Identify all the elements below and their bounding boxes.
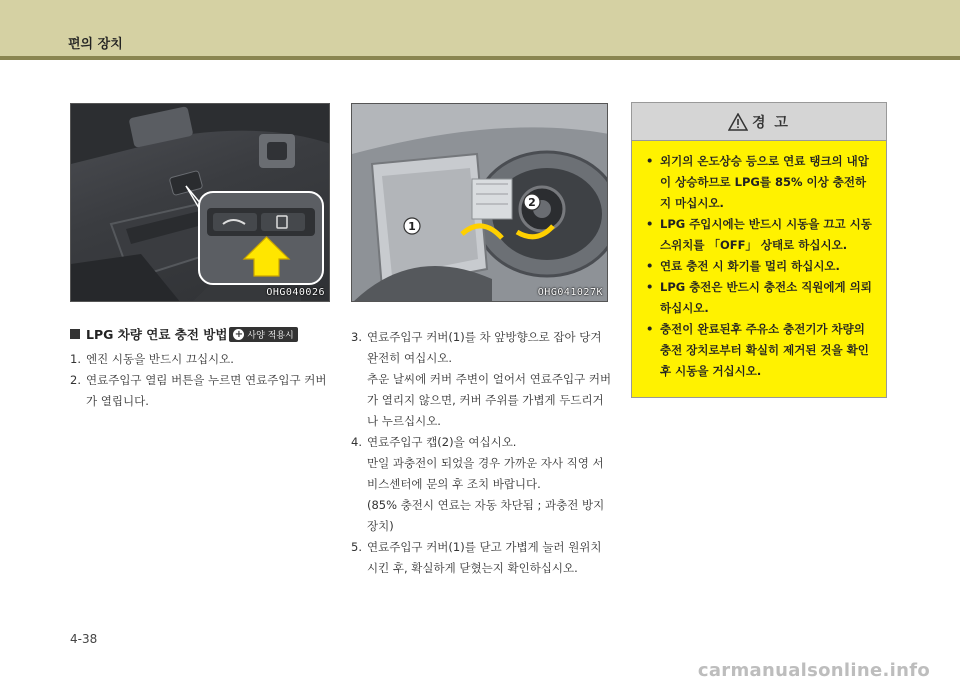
warning-item <box>646 151 876 214</box>
middle-step-list <box>351 327 613 579</box>
warning-text: 외기의 온도상승 등으로 연료 탱크의 내압이 상승하므로 LPG를 85% 이상 충전하지 마십시오. <box>660 154 869 210</box>
step-text: 연료주입구 커버(1)를 차 앞방향으로 잡아 당겨 완전히 여십시오. <box>367 330 602 365</box>
header-band <box>0 0 960 56</box>
step-item <box>351 432 613 537</box>
section-title: 편의 장치 <box>68 37 123 52</box>
step-number: 5. <box>351 540 362 554</box>
bullet-icon: • <box>646 259 654 273</box>
fuel-door-button-photo <box>70 103 330 302</box>
warning-list <box>632 141 886 382</box>
option-badge <box>229 327 297 342</box>
figure-code: OHG041027K <box>537 287 603 298</box>
warning-text: 충전이 완료된후 주유소 충전기가 차량의 충전 장치로부터 확실히 제거된 것을 확인 후 시동을 거십시오. <box>660 322 869 378</box>
lpg-steps <box>70 349 335 412</box>
step-number: 2. <box>70 373 81 387</box>
step-text: 엔진 시동을 반드시 끄십시오. <box>86 352 234 366</box>
lpg-section <box>70 325 335 412</box>
dashboard-illustration <box>71 104 330 302</box>
step-note: (85% 충전시 연료는 자동 차단됨 ; 과충전 방지장치) <box>367 498 605 533</box>
step-number: 4. <box>351 435 362 449</box>
warning-item <box>646 319 876 382</box>
page-number: 4-38 <box>70 632 98 646</box>
bullet-icon: • <box>646 280 654 294</box>
step-text: 연료주입구 열림 버튼을 누르면 연료주입구 커버가 열립니다. <box>86 373 327 408</box>
warning-item <box>646 277 876 319</box>
bullet-icon: • <box>646 322 654 336</box>
lpg-heading <box>70 325 335 343</box>
step-note: 추운 날씨에 커버 주변이 얼어서 연료주입구 커버가 열리지 않으면, 커버 주위를 가볍게 두드리거나 누르십시오. <box>367 372 612 428</box>
warning-item <box>646 256 876 277</box>
bullet-icon: • <box>646 217 654 231</box>
warning-text: 연료 충전 시 화기를 멀리 하십시오. <box>660 259 840 273</box>
step-number: 1. <box>70 352 81 366</box>
figure-code: OHG040026 <box>266 287 325 298</box>
warning-text: LPG 주입시에는 반드시 시동을 끄고 시동 스위치를 「OFF」 상태로 하십시오. <box>660 217 872 252</box>
warning-item <box>646 214 876 256</box>
step-text: 연료주입구 캡(2)을 여십시오. <box>367 435 517 449</box>
fuel-door-illustration <box>352 104 608 302</box>
bullet-icon: • <box>646 154 654 168</box>
warning-header <box>632 103 886 141</box>
plus-icon: + <box>234 328 244 340</box>
fuel-cap-photo <box>351 103 608 302</box>
step-note: 만일 과충전이 되었을 경우 가까운 자사 직영 서비스센터에 문의 후 조치 바랍니다. <box>367 456 604 491</box>
warning-box <box>631 102 887 398</box>
step-number: 3. <box>351 330 362 344</box>
callout-2-label: 2 <box>528 196 536 209</box>
step-item <box>70 349 335 370</box>
warning-text: LPG 충전은 반드시 충전소 직원에게 의뢰하십시오. <box>660 280 872 315</box>
step-item <box>351 537 613 579</box>
header-rule <box>0 56 960 60</box>
heading-bullet-icon <box>70 329 80 339</box>
warning-title: 경 고 <box>752 114 790 131</box>
watermark: carmanualsonline.info <box>697 660 930 681</box>
warning-triangle-icon <box>728 113 748 131</box>
step-item <box>70 370 335 412</box>
step-text: 연료주입구 커버(1)를 닫고 가볍게 눌러 원위치 시킨 후, 확실하게 닫혔는지 확인하십시오. <box>367 540 602 575</box>
refuel-steps <box>351 321 613 579</box>
callout-1-label: 1 <box>408 220 416 233</box>
option-badge-label: 사양 적용시 <box>247 330 294 341</box>
lpg-heading-text: LPG 차량 연료 충전 방법 <box>86 327 228 342</box>
step-item <box>351 327 613 432</box>
